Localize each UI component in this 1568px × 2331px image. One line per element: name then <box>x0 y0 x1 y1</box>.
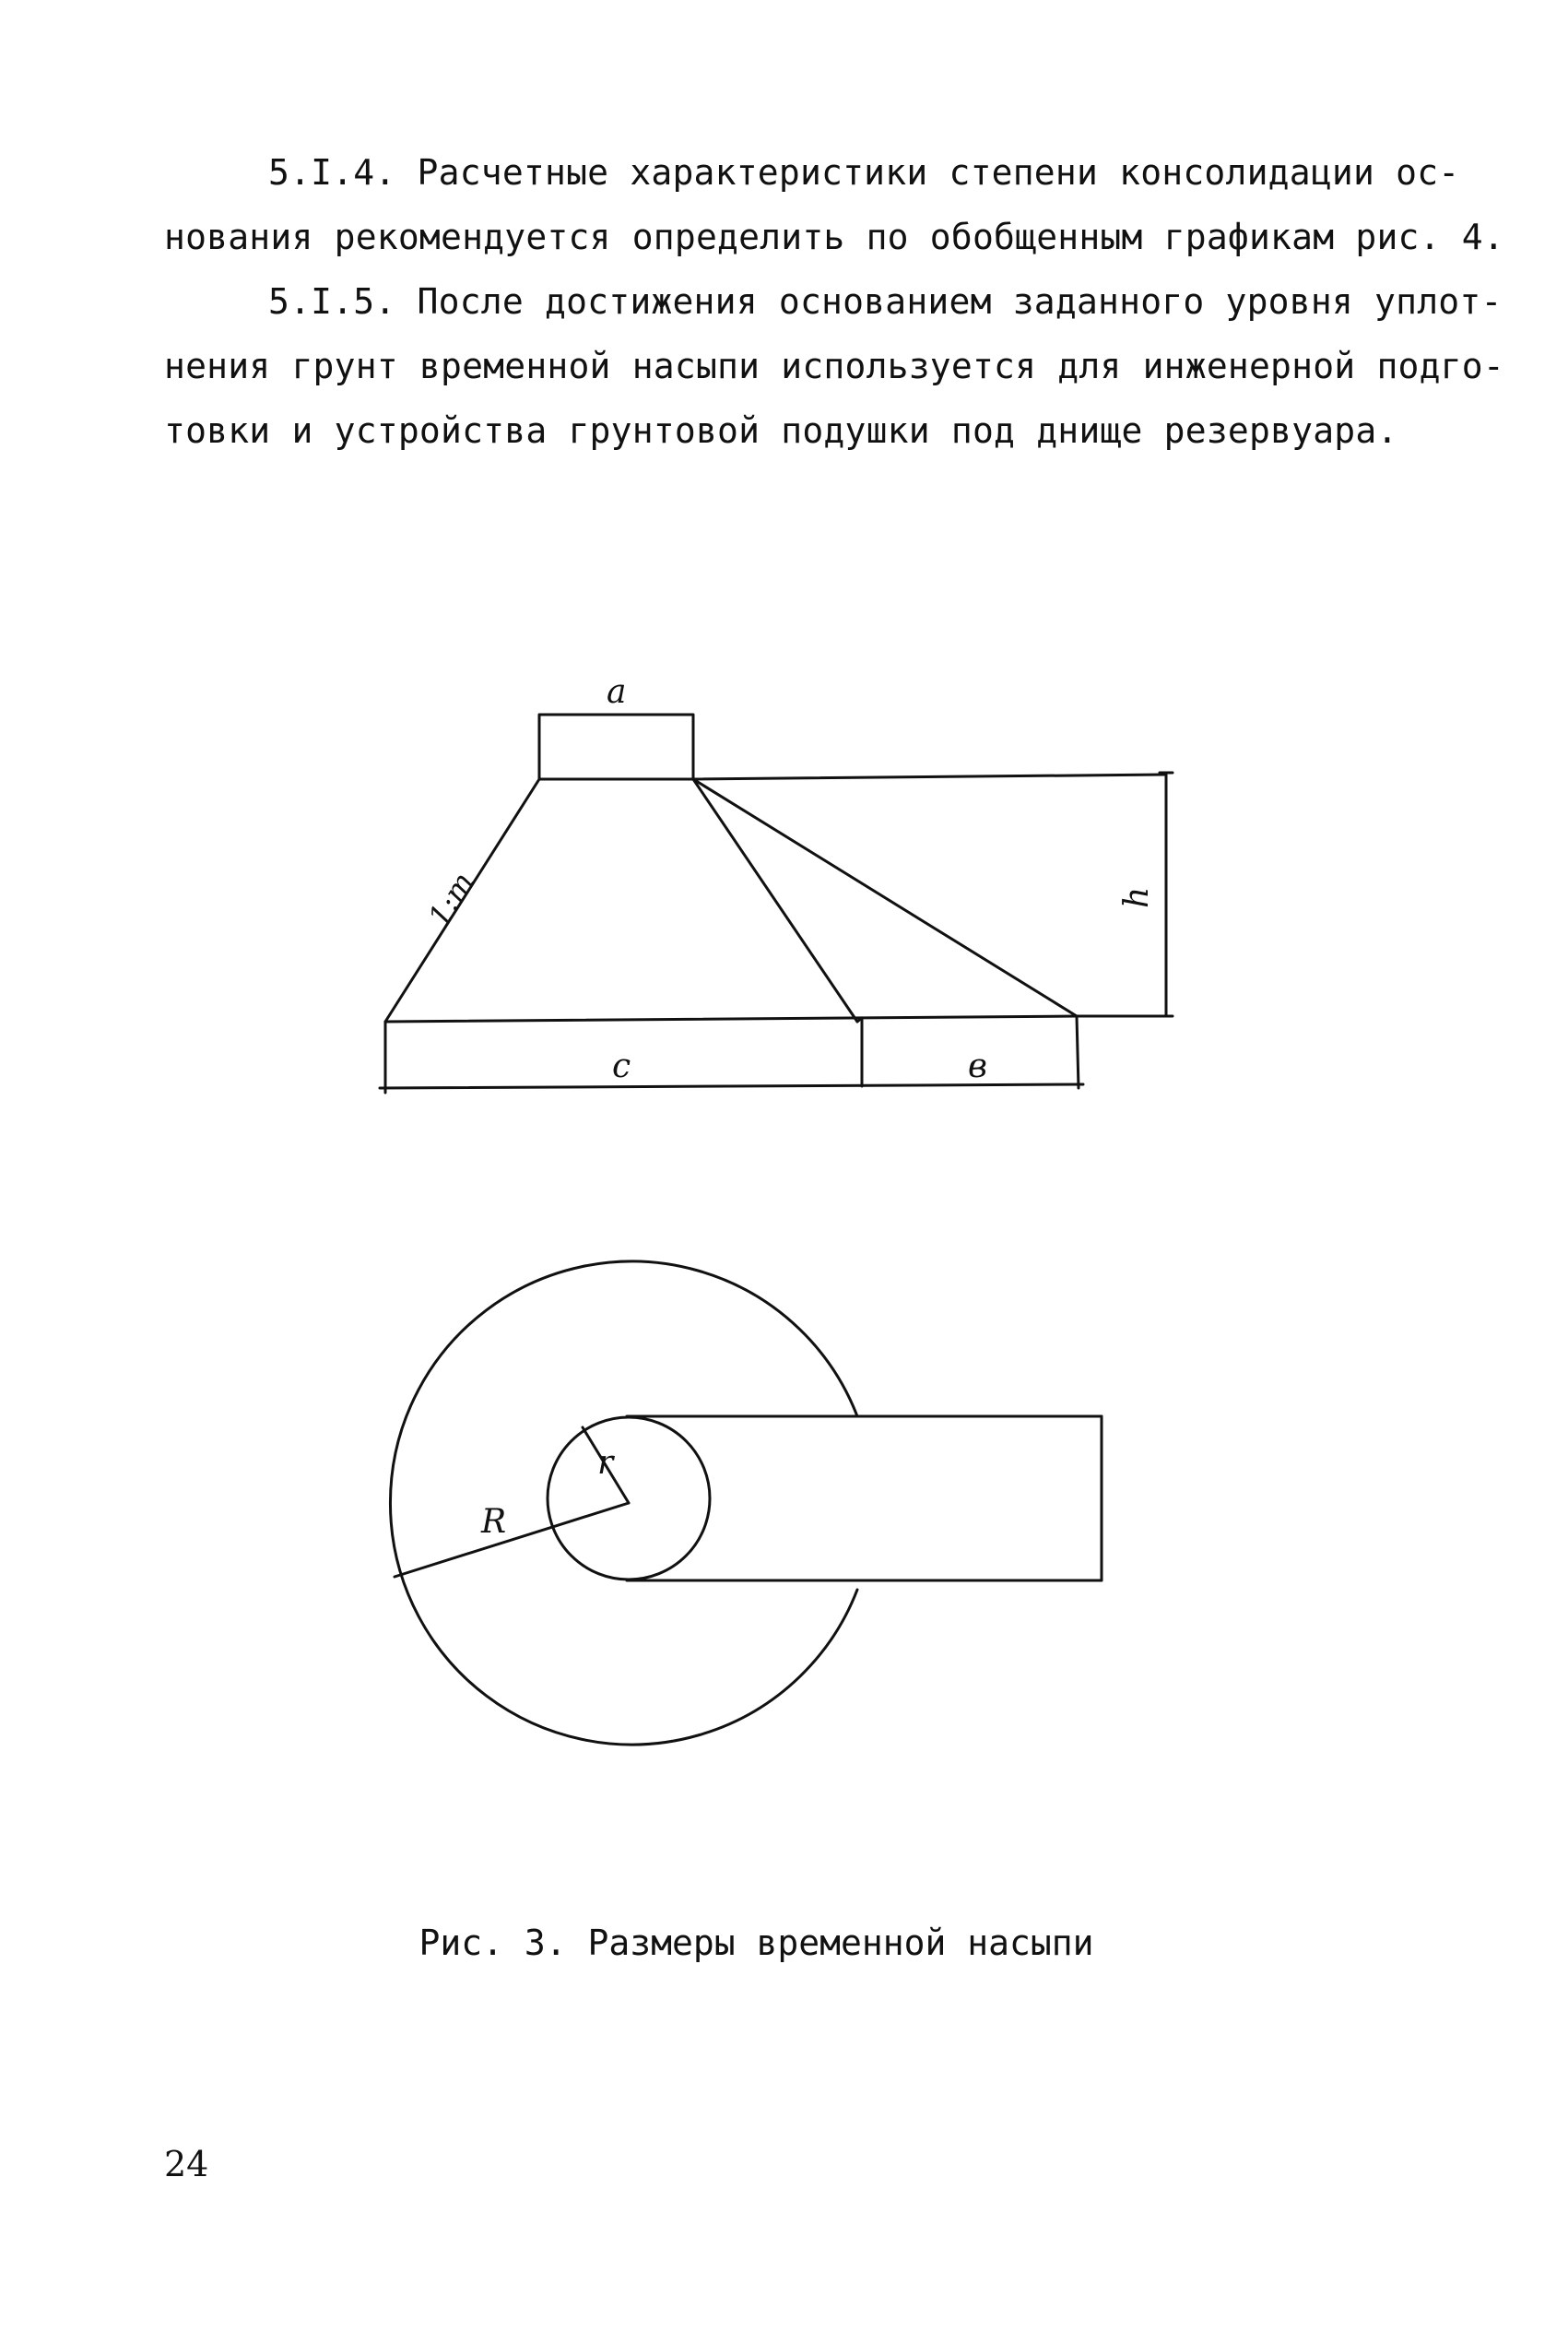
text-line: 5.I.4. Расчетные характеристики степени консолидации ос- <box>268 152 1460 193</box>
outer-slope-line <box>693 779 1077 1016</box>
label-slope: 1:m <box>420 866 481 933</box>
label-R: R <box>481 1503 507 1541</box>
caption-text: Рис. 3. Размеры временной насыпи <box>419 1923 1094 1963</box>
text-line: нования рекомендуется определить по обобщенным графикам рис. 4. <box>164 217 1504 257</box>
figure-caption <box>0 1920 1568 1966</box>
text-line: нения грунт временной насыпи используется для инженерной подго- <box>164 346 1504 386</box>
inner-circle <box>548 1417 710 1580</box>
base-line <box>385 1016 1077 1022</box>
label-c: c <box>612 1047 631 1085</box>
text-line: товки и устройства грунтовой подушки под днище резервуара. <box>164 410 1398 451</box>
label-b: в <box>968 1047 987 1085</box>
radius-R-line <box>395 1503 629 1577</box>
h-top-extension-line <box>693 775 1166 779</box>
page-number: 24 <box>164 2144 209 2184</box>
outer-circle-arc <box>390 1261 857 1745</box>
right-slope-line <box>693 779 857 1022</box>
label-a: a <box>607 673 627 711</box>
text-line: 5.I.5. После достижения основанием заданного уровня уплот- <box>268 281 1503 322</box>
top-berm-rect <box>539 715 693 779</box>
label-h: h <box>1118 886 1156 908</box>
label-r: r <box>597 1444 614 1482</box>
